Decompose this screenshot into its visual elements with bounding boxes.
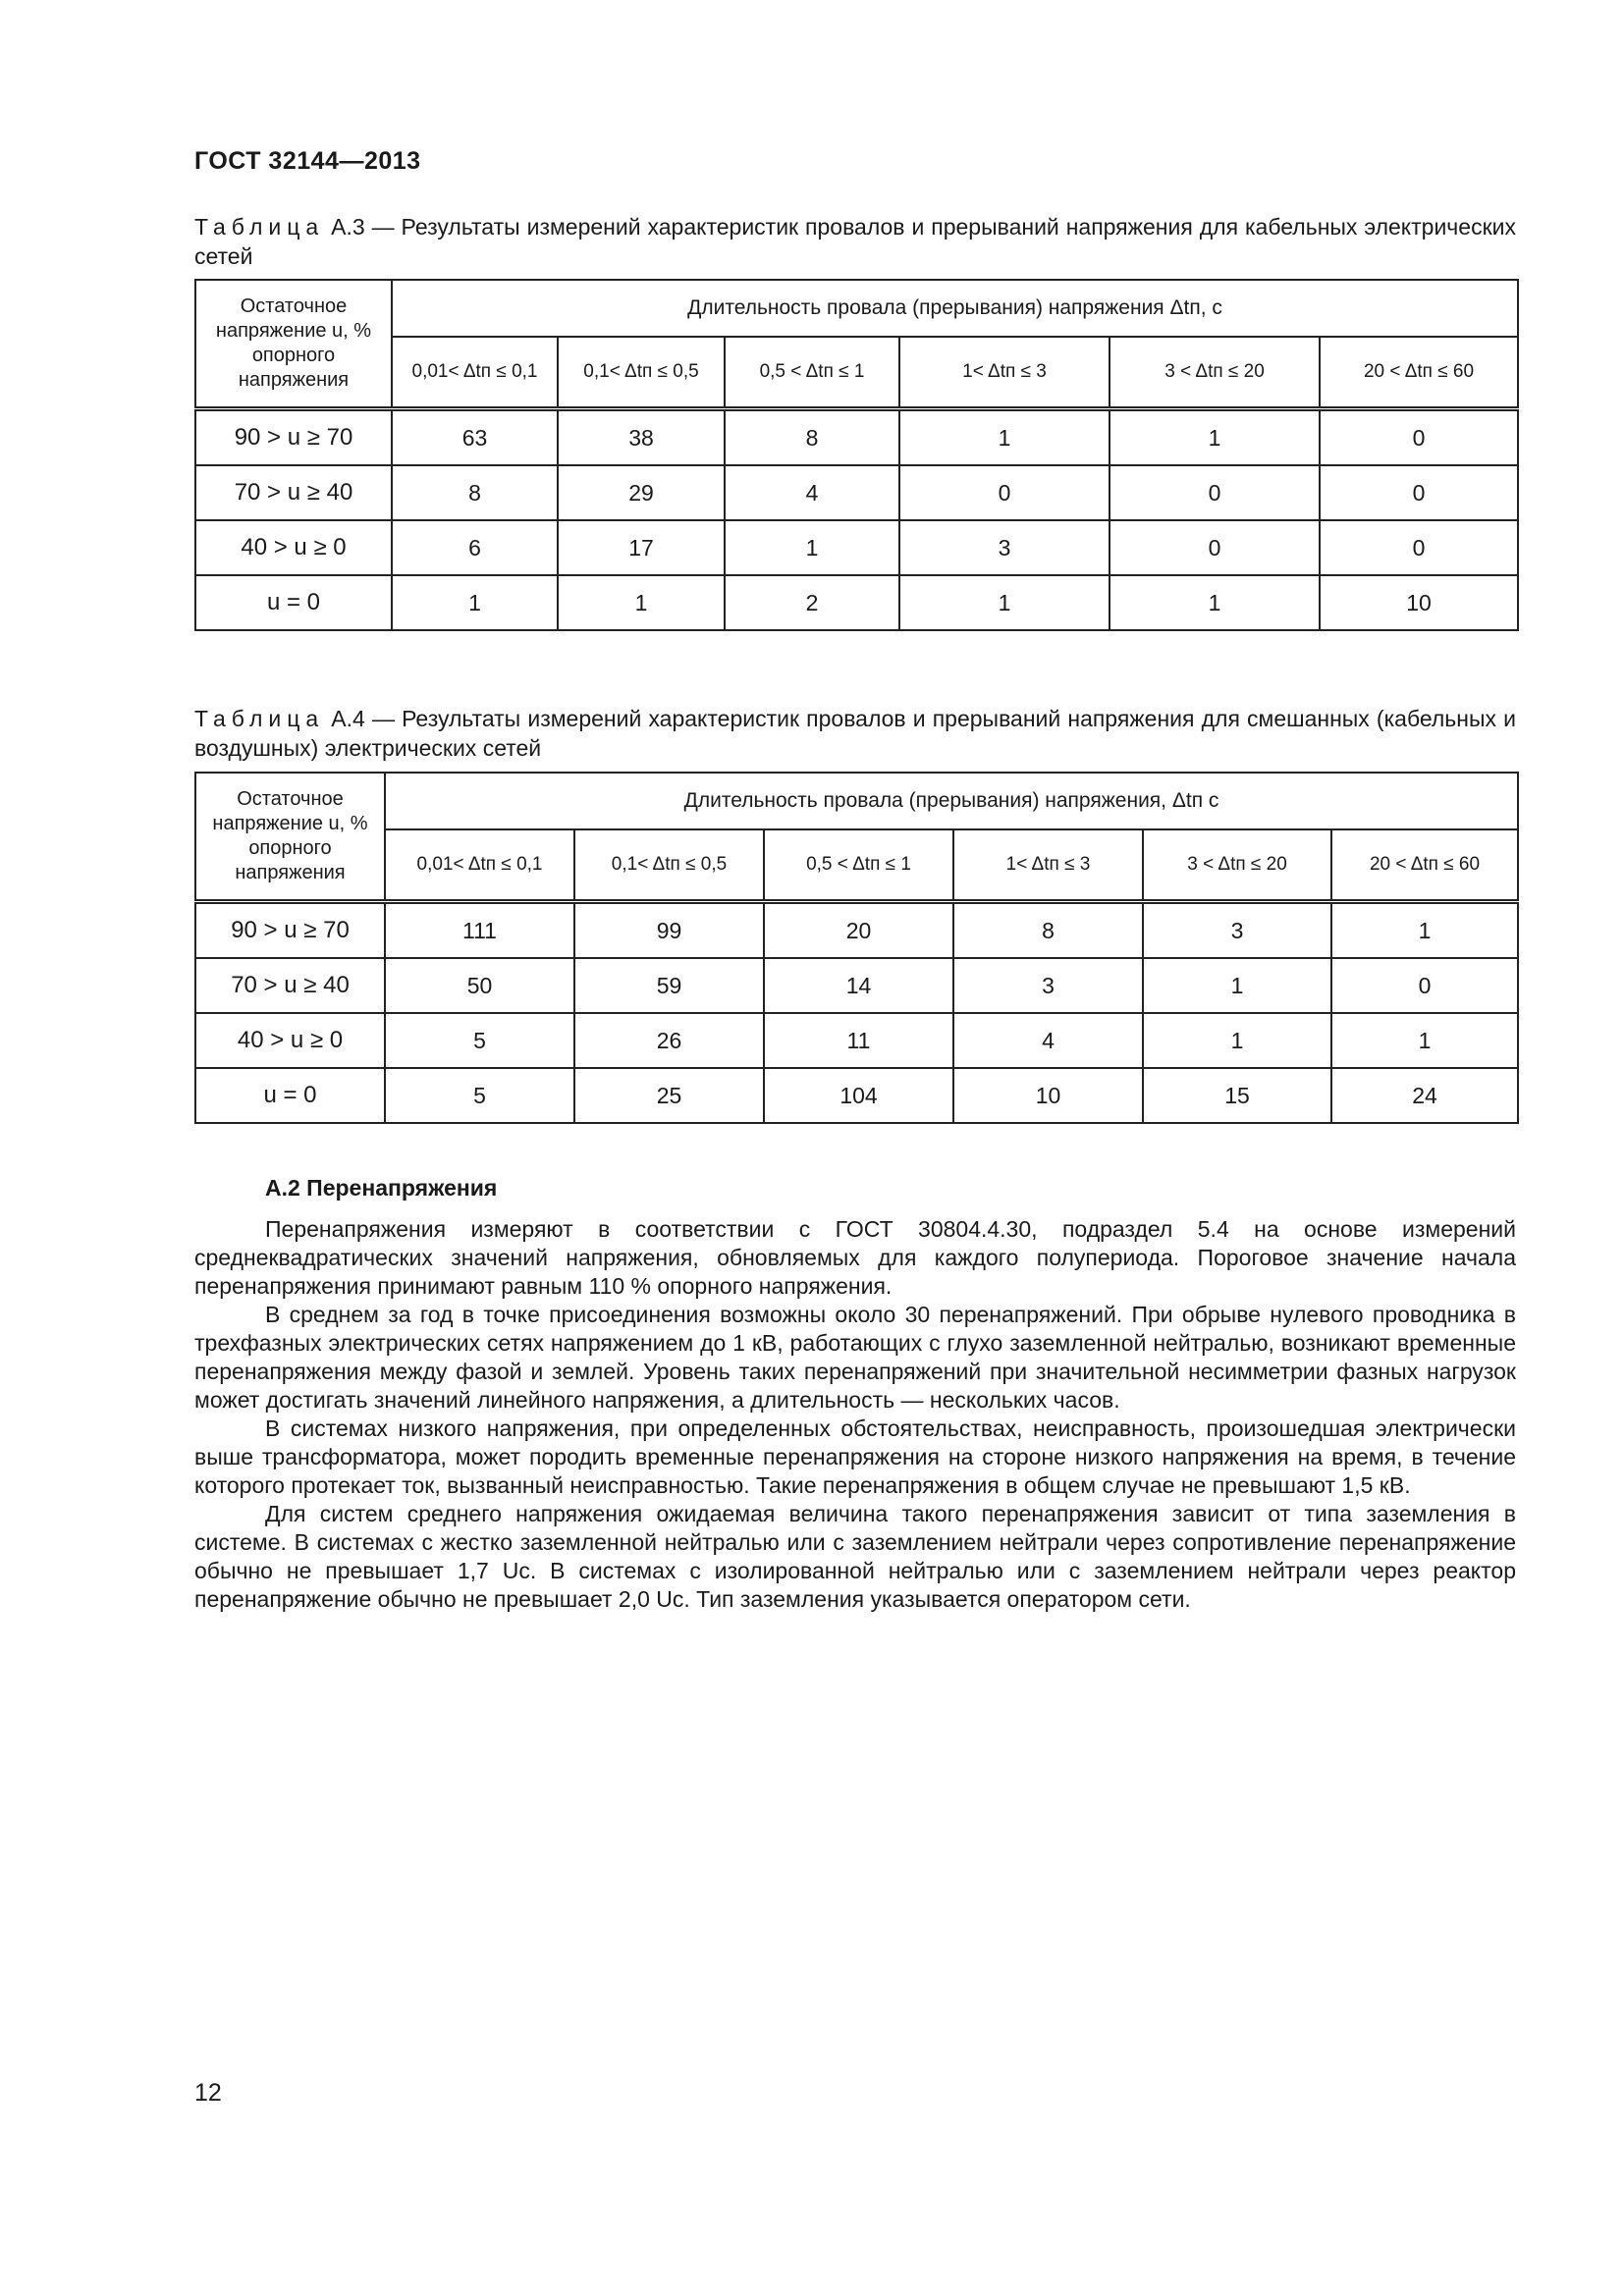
section-title: А.2 Перенапряжения xyxy=(265,1175,498,1201)
caption-label: Таблица xyxy=(194,706,325,731)
table-cell: 0 xyxy=(1331,958,1518,1013)
column-header: 3 < Δtп ≤ 20 xyxy=(1143,829,1331,902)
column-header: 1< Δtп ≤ 3 xyxy=(899,337,1110,409)
table-cell: 10 xyxy=(953,1068,1143,1123)
table-cell: 8 xyxy=(725,409,899,466)
table-cell: 1 xyxy=(558,575,725,630)
table-row xyxy=(195,465,1518,520)
table-cell: 8 xyxy=(392,465,558,520)
span-header-text: Длительность провала (прерывания) напряжения Δtп, с xyxy=(687,296,1222,319)
table-cell: 1 xyxy=(899,575,1110,630)
column-headers xyxy=(195,829,1518,902)
table-cell: 50 xyxy=(385,958,574,1013)
caption-label: Таблица xyxy=(194,214,325,240)
column-header: 1< Δtп ≤ 3 xyxy=(953,829,1143,902)
span-header xyxy=(392,280,1518,337)
table-cell: 6 xyxy=(392,520,558,575)
table-cell: 17 xyxy=(558,520,725,575)
table-cell: 1 xyxy=(725,520,899,575)
row-label: 70 > u ≥ 40 xyxy=(195,465,392,520)
table-cell: 3 xyxy=(953,958,1143,1013)
table-row xyxy=(195,1013,1518,1068)
table-cell: 3 xyxy=(1143,902,1331,959)
table-cell: 4 xyxy=(953,1013,1143,1068)
table-cell: 2 xyxy=(725,575,899,630)
table-a4-caption xyxy=(194,704,1516,763)
table-cell: 38 xyxy=(558,409,725,466)
table-cell: 1 xyxy=(1110,409,1320,466)
table-row xyxy=(195,1068,1518,1123)
column-header: 0,1< Δtп ≤ 0,5 xyxy=(558,337,725,409)
table-row xyxy=(195,575,1518,630)
row-label: u = 0 xyxy=(195,575,392,630)
table-cell: 1 xyxy=(1110,575,1320,630)
table-cell: 24 xyxy=(1331,1068,1518,1123)
table-cell: 3 xyxy=(899,520,1110,575)
table-cell: 8 xyxy=(953,902,1143,959)
table-cell: 15 xyxy=(1143,1068,1331,1123)
table-cell: 25 xyxy=(574,1068,764,1123)
row-header xyxy=(195,280,392,409)
caption-text: А.3 — Результаты измерений характеристик провалов и прерываний напряжения для кабельных электрических сетей xyxy=(194,214,1516,269)
column-header: 20 < Δtп ≤ 60 xyxy=(1331,829,1518,902)
paragraph: Перенапряжения измеряют в соответствии с ГОСТ 30804.4.30, подраздел 5.4 на основе измерений среднеквадратических значений напряжения, обновляемых для каждого полупериода. Пороговое значение начала перенапряжения принимают равным 110 % опорного напряжения. xyxy=(194,1216,1516,1299)
table-cell: 0 xyxy=(899,465,1110,520)
table-a3 xyxy=(194,279,1519,631)
row-label: 40 > u ≥ 0 xyxy=(195,520,392,575)
table-cell: 29 xyxy=(558,465,725,520)
table-cell: 111 xyxy=(385,902,574,959)
row-header xyxy=(195,773,385,902)
column-header: 0,5 < Δtп ≤ 1 xyxy=(764,829,953,902)
column-header: 0,5 < Δtп ≤ 1 xyxy=(725,337,899,409)
table-cell: 1 xyxy=(1143,1013,1331,1068)
table-cell: 0 xyxy=(1320,409,1518,466)
row-label: u = 0 xyxy=(195,1068,385,1123)
column-header: 3 < Δtп ≤ 20 xyxy=(1110,337,1320,409)
row-label: 70 > u ≥ 40 xyxy=(195,958,385,1013)
table-cell: 1 xyxy=(392,575,558,630)
table-cell: 1 xyxy=(1331,902,1518,959)
span-header xyxy=(385,773,1518,829)
caption-text: А.4 — Результаты измерений характеристик провалов и прерываний напряжения для смешанных (кабельных и воздушных) электрических сетей xyxy=(194,706,1516,761)
table-cell: 59 xyxy=(574,958,764,1013)
table-cell: 1 xyxy=(899,409,1110,466)
paragraph: Для систем среднего напряжения ожидаемая величина такого перенапряжения зависит от типа заземления в системе. В системах с жестко заземленной нейтралью или с заземлением нейтрали через сопротивление перенапряжение обычно не превышает 1,7 Uc. В системах с изолированной нейтралью или с заземлением нейтрали через реактор перенапряжение обычно не превышает 2,0 Uc. Тип заземления указывается оператором сети. xyxy=(194,1501,1516,1612)
table-cell: 26 xyxy=(574,1013,764,1068)
column-header: 0,1< Δtп ≤ 0,5 xyxy=(574,829,764,902)
table-cell: 1 xyxy=(1143,958,1331,1013)
row-label: 40 > u ≥ 0 xyxy=(195,1013,385,1068)
table-a3-caption xyxy=(194,212,1516,271)
table-cell: 99 xyxy=(574,902,764,959)
column-header: 20 < Δtп ≤ 60 xyxy=(1320,337,1518,409)
row-header-text: Остаточное напряжение u, % опорного напряжения xyxy=(212,788,368,883)
column-header: 0,01< Δtп ≤ 0,1 xyxy=(392,337,558,409)
table-row xyxy=(195,902,1518,959)
table-body xyxy=(195,902,1518,1124)
row-header-text: Остаточное напряжение u, % опорного напряжения xyxy=(215,295,372,391)
row-label: 90 > u ≥ 70 xyxy=(195,409,392,466)
paragraph: В среднем за год в точке присоединения возможны около 30 перенапряжений. При обрыве нулевого проводника в трехфазных электрических сетях напряжением до 1 кВ, работающих с глухо заземленной нейтралью, возникают временные перенапряжения между фазой и землей. Уровень таких перенапряжений при значительной несимметрии фазных нагрузок может достигать значений линейного напряжения, а длительность — нескольких часов. xyxy=(194,1302,1516,1413)
table-cell: 4 xyxy=(725,465,899,520)
span-header-text: Длительность провала (прерывания) напряжения, Δtп с xyxy=(683,789,1219,812)
column-headers xyxy=(195,337,1518,409)
table-cell: 63 xyxy=(392,409,558,466)
table-cell: 0 xyxy=(1320,520,1518,575)
table-cell: 11 xyxy=(764,1013,953,1068)
body-text xyxy=(194,1215,1516,1614)
row-label: 90 > u ≥ 70 xyxy=(195,902,385,959)
table-cell: 20 xyxy=(764,902,953,959)
table-cell: 1 xyxy=(1331,1013,1518,1068)
table-row xyxy=(195,958,1518,1013)
table-a4 xyxy=(194,772,1519,1124)
table-cell: 14 xyxy=(764,958,953,1013)
table-cell: 0 xyxy=(1110,465,1320,520)
column-header: 0,01< Δtп ≤ 0,1 xyxy=(385,829,574,902)
table-cell: 5 xyxy=(385,1068,574,1123)
page-number: 12 xyxy=(194,2079,222,2107)
table-row xyxy=(195,409,1518,466)
table-body xyxy=(195,409,1518,631)
document-header: ГОСТ 32144—2013 xyxy=(194,147,421,175)
table-row xyxy=(195,520,1518,575)
paragraph: В системах низкого напряжения, при определенных обстоятельствах, неисправность, произошедшая электрически выше трансформатора, может породить временные перенапряжения на стороне низкого напряжения на время, в течение которого протекает ток, вызванный неисправностью. Такие перенапряжения в общем случае не превышают 1,5 кВ. xyxy=(194,1415,1516,1498)
table-cell: 0 xyxy=(1320,465,1518,520)
table-cell: 5 xyxy=(385,1013,574,1068)
table-cell: 10 xyxy=(1320,575,1518,630)
table-cell: 104 xyxy=(764,1068,953,1123)
table-cell: 0 xyxy=(1110,520,1320,575)
